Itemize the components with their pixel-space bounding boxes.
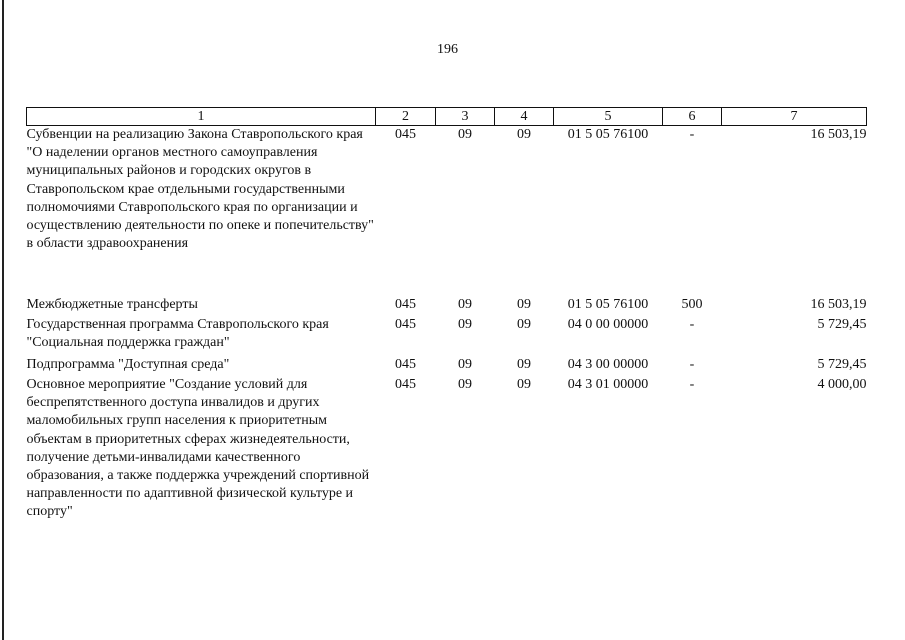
left-margin-rule <box>2 0 4 640</box>
row-col-2: 045 <box>395 317 416 332</box>
table-row <box>27 296 867 316</box>
table-row <box>27 126 867 297</box>
header-col-4: 4 <box>495 108 554 126</box>
row-name: Государственная программа Ставропольского края "Социальная поддержка граждан" <box>26 317 329 351</box>
row-col-2: 045 <box>395 377 416 392</box>
row-col-4: 09 <box>517 317 531 332</box>
table-row <box>27 316 867 356</box>
budget-table <box>26 107 867 522</box>
row-col-6: - <box>689 317 695 332</box>
row-name: Подпрограмма "Доступная среда" <box>26 357 230 372</box>
header-col-2: 2 <box>376 108 436 126</box>
row-col-3: 09 <box>458 357 472 372</box>
row-col-4: 09 <box>517 377 531 392</box>
header-col-1: 1 <box>27 108 376 126</box>
table-row <box>27 376 867 522</box>
table-row <box>27 356 867 376</box>
row-col-3: 09 <box>458 377 472 392</box>
row-col-5: 01 5 05 76100 <box>567 297 649 312</box>
header-col-3: 3 <box>436 108 495 126</box>
row-col-6: 500 <box>681 297 703 312</box>
row-col-2: 045 <box>395 127 416 142</box>
header-col-7: 7 <box>722 108 867 126</box>
row-col-5: 04 3 01 00000 <box>567 377 649 392</box>
row-amount: 5 729,45 <box>817 317 867 332</box>
header-col-5: 5 <box>554 108 663 126</box>
row-col-3: 09 <box>458 127 472 142</box>
row-col-2: 045 <box>395 357 416 372</box>
row-col-6: - <box>689 377 695 392</box>
row-amount: 4 000,00 <box>817 377 867 392</box>
row-col-6: - <box>689 357 695 372</box>
header-col-6: 6 <box>663 108 722 126</box>
row-amount: 16 503,19 <box>810 127 867 142</box>
row-col-3: 09 <box>458 297 472 312</box>
row-col-5: 04 0 00 00000 <box>567 317 649 332</box>
table-header-row <box>27 108 867 126</box>
row-amount: 16 503,19 <box>810 297 867 312</box>
row-col-4: 09 <box>517 297 531 312</box>
page-number: 196 <box>437 42 458 57</box>
row-amount: 5 729,45 <box>817 357 867 372</box>
row-col-5: 01 5 05 76100 <box>567 127 649 142</box>
row-name: Межбюджетные трансферты <box>26 297 198 312</box>
row-name: Субвенции на реализацию Закона Ставропольского края "О наделении органов местного самоуправления муниципальных районов и городских округов в Ставропольском крае отдельными государственными полномочиями Ставропольского края по организации и осуществлению деятельности по опеке и попечительству" в области здравоохранения <box>26 127 374 252</box>
row-name: Основное мероприятие "Создание условий для беспрепятственного доступа инвалидов и других маломобильных групп населения к приоритетным объектам в приоритетных сферах жизнедеятельности, получение детьми-инвалидами качественного образования, а также поддержка учреждений спортивной направленности по адаптивной физической культуре и спорту" <box>26 377 370 520</box>
row-col-5: 04 3 00 00000 <box>567 357 649 372</box>
row-col-6: - <box>689 127 695 142</box>
row-col-2: 045 <box>395 297 416 312</box>
row-col-3: 09 <box>458 317 472 332</box>
row-col-4: 09 <box>517 127 531 142</box>
row-col-4: 09 <box>517 357 531 372</box>
